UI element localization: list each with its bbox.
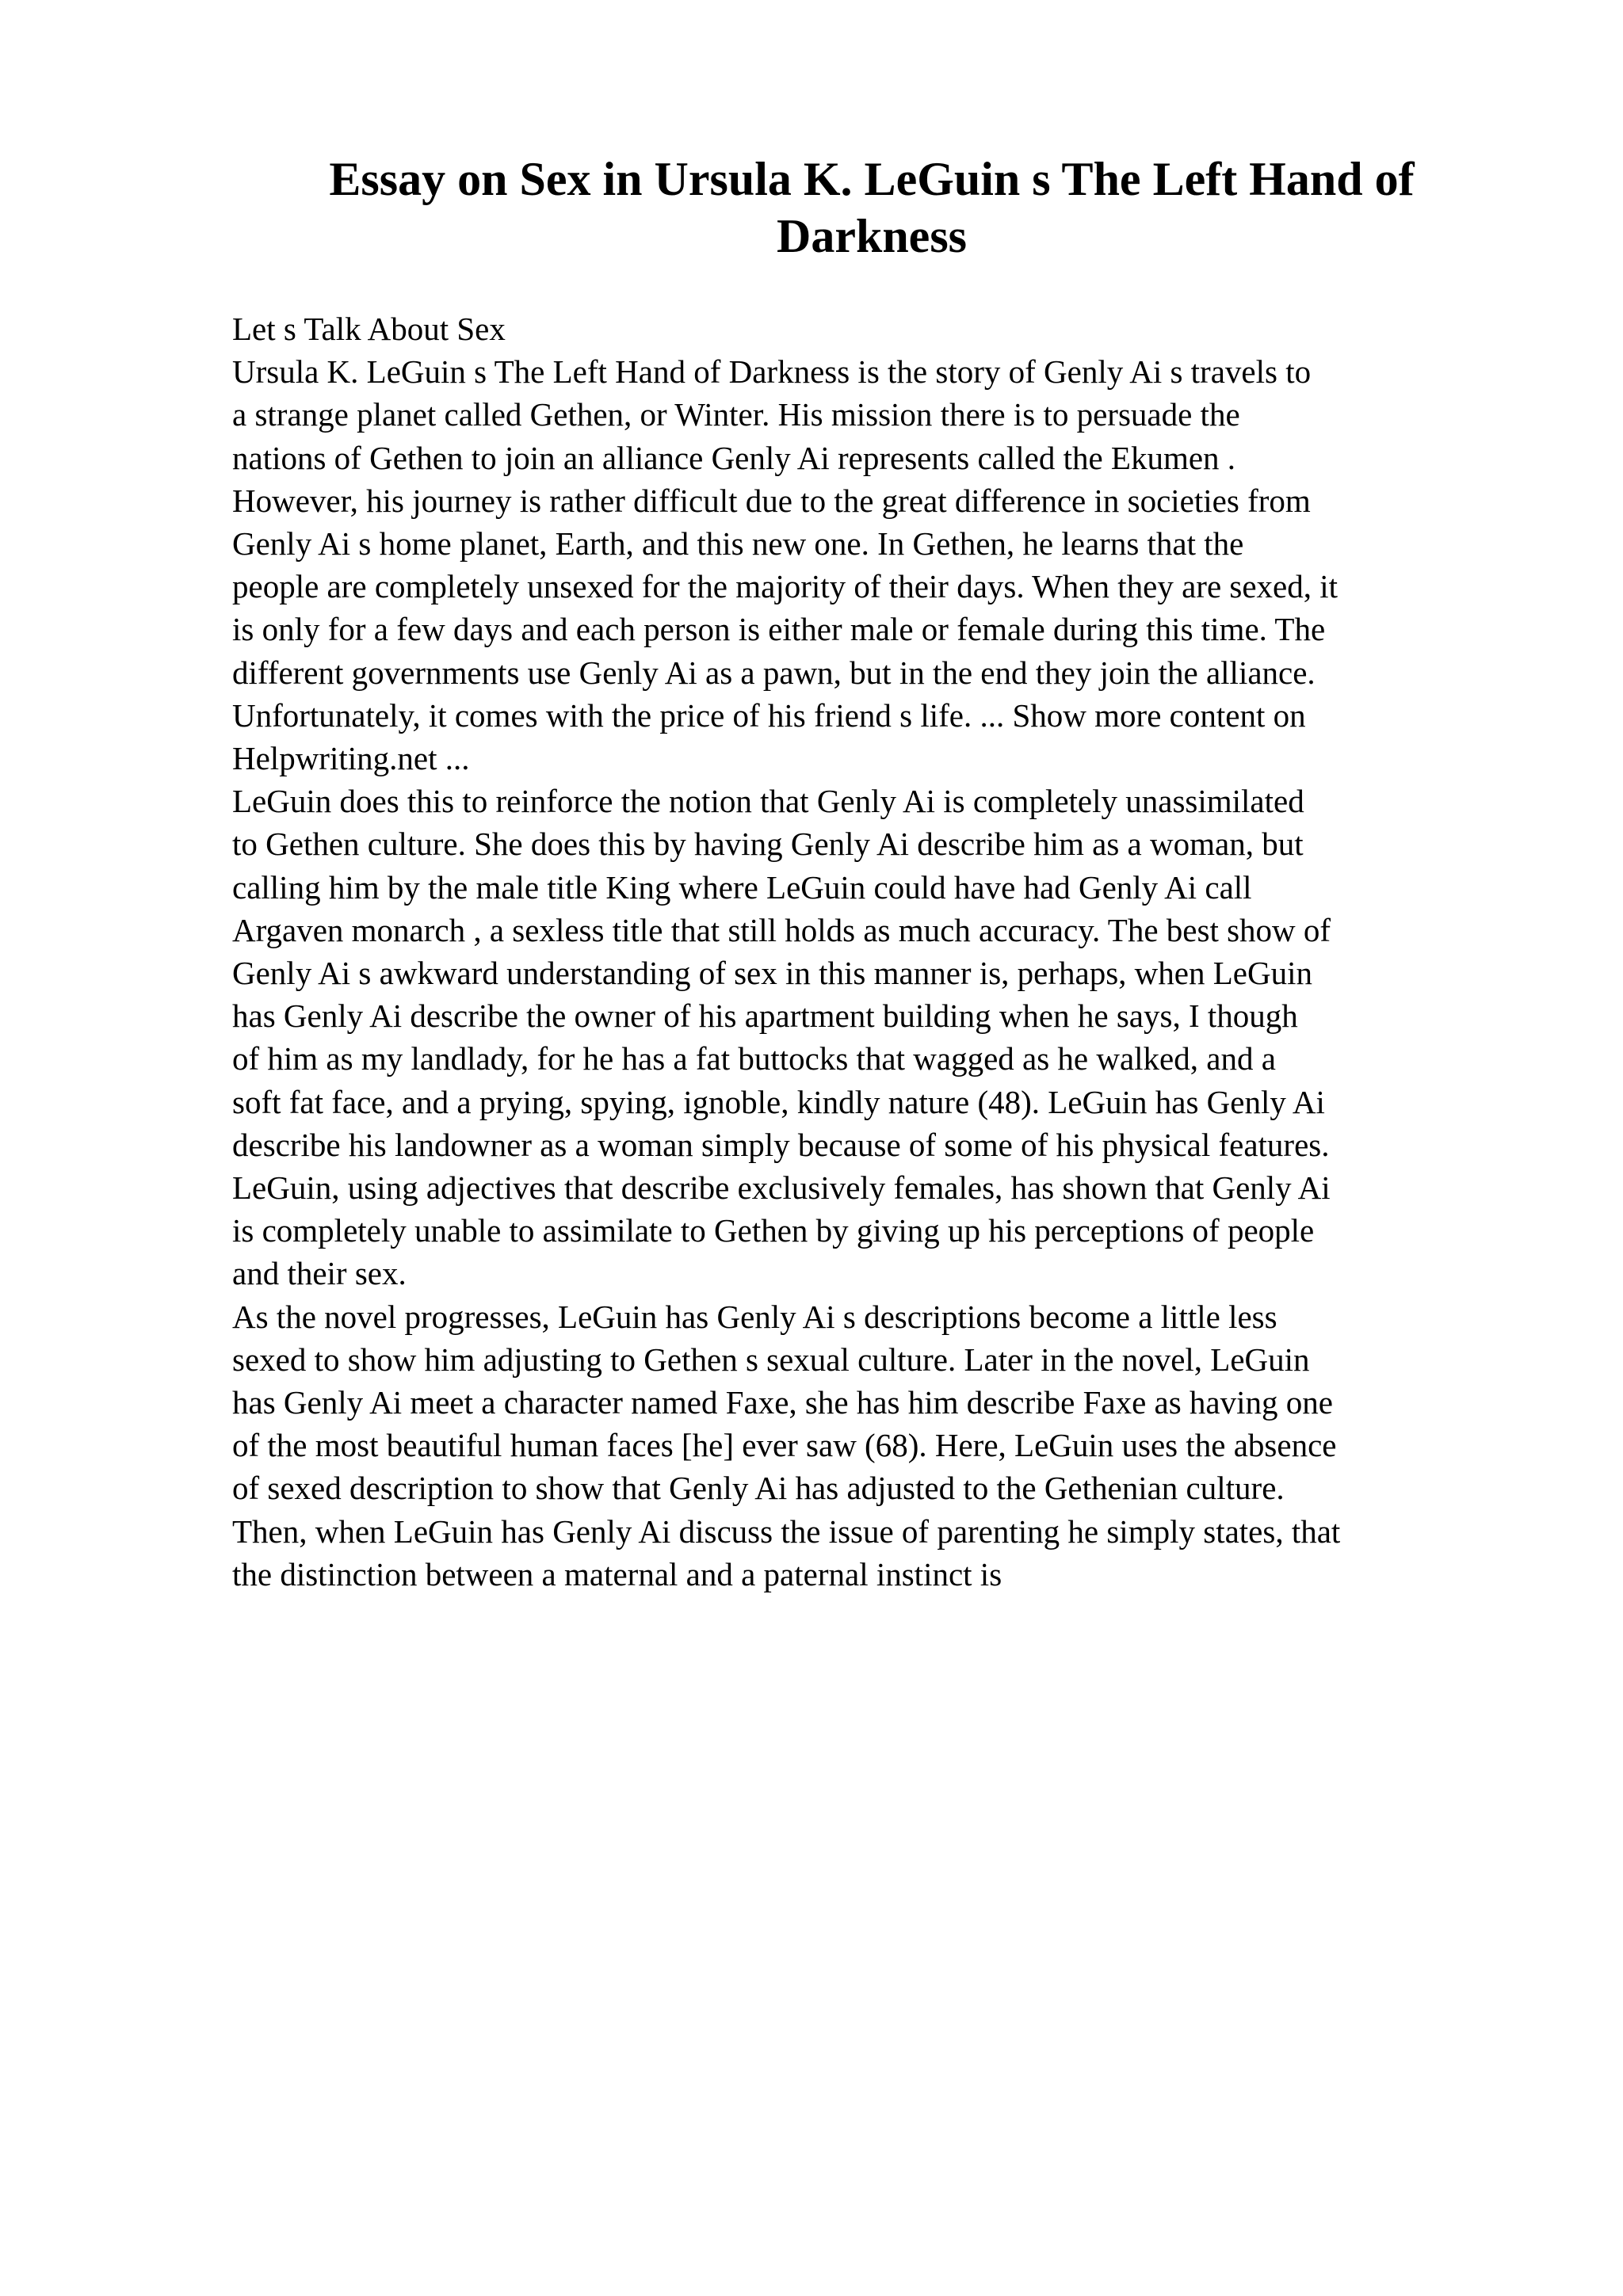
document-title <box>238 151 1506 265</box>
text-line: Helpwriting.net ... <box>232 740 470 777</box>
text-line: soft fat face, and a prying, spying, ignoble, kindly nature (48). LeGuin has Genly Ai <box>232 1083 1325 1120</box>
title-line: Darkness <box>776 210 968 262</box>
text-line: Then, when LeGuin has Genly Ai discuss the issue of parenting he simply states, that <box>232 1512 1341 1550</box>
text-line: However, his journey is rather difficult due to the great difference in societies from <box>232 482 1311 519</box>
text-line: the distinction between a maternal and a paternal instinct is <box>232 1555 1002 1592</box>
text-line: is completely unable to assimilate to Gethen by giving up his perceptions of people <box>232 1212 1315 1249</box>
text-line: Genly Ai s home planet, Earth, and this new one. In Gethen, he learns that the <box>232 525 1244 563</box>
text-line: people are completely unsexed for the majority of their days. When they are sexed, it <box>232 568 1338 605</box>
text-line: describe his landowner as a woman simply because of some of his physical features. <box>232 1126 1330 1163</box>
text-line: sexed to show him adjusting to Gethen s sexual culture. Later in the novel, LeGuin <box>232 1341 1310 1378</box>
text-line: and their sex. <box>232 1255 407 1292</box>
text-line: a strange planet called Gethen, or Winter. His mission there is to persuade the <box>232 396 1240 433</box>
text-line: Genly Ai s awkward understanding of sex in this manner is, perhaps, when LeGuin <box>232 955 1312 992</box>
text-line: has Genly Ai describe the owner of his apartment building when he says, I though <box>232 997 1298 1035</box>
document-body <box>232 307 1595 1596</box>
subheading: Let s Talk About Sex <box>232 311 506 347</box>
text-line: Unfortunately, it comes with the price of his friend s life. ... Show more content on <box>232 696 1306 734</box>
text-line: is only for a few days and each person is either male or female during this time. The <box>232 611 1326 648</box>
text-line: of sexed description to show that Genly Ai has adjusted to the Gethenian culture. <box>232 1470 1285 1507</box>
text-line: Argaven monarch , a sexless title that still holds as much accuracy. The best show of <box>232 911 1331 948</box>
text-line: nations of Gethen to join an alliance Genly Ai represents called the Ekumen . <box>232 439 1236 476</box>
text-line: different governments use Genly Ai as a pawn, but in the end they join the alliance. <box>232 654 1316 691</box>
text-line: to Gethen culture. She does this by having Genly Ai describe him as a woman, but <box>232 826 1304 863</box>
title-line: Essay on Sex in Ursula K. LeGuin s The Left Hand of <box>329 153 1415 205</box>
text-line: LeGuin does this to reinforce the notion that Genly Ai is completely unassimilated <box>232 783 1304 820</box>
text-line: As the novel progresses, LeGuin has Genly Ai s descriptions become a little less <box>232 1298 1277 1335</box>
text-line: calling him by the male title King where LeGuin could have had Genly Ai call <box>232 868 1252 906</box>
text-line: of the most beautiful human faces [he] ever saw (68). Here, LeGuin uses the absence <box>232 1427 1337 1464</box>
text-line: has Genly Ai meet a character named Faxe, she has him describe Faxe as having one <box>232 1384 1333 1421</box>
text-line: LeGuin, using adjectives that describe exclusively females, has shown that Genly Ai <box>232 1169 1331 1207</box>
text-line: Ursula K. LeGuin s The Left Hand of Darkness is the story of Genly Ai s travels to <box>232 353 1312 391</box>
text-line: of him as my landlady, for he has a fat buttocks that wagged as he walked, and a <box>232 1040 1276 1077</box>
